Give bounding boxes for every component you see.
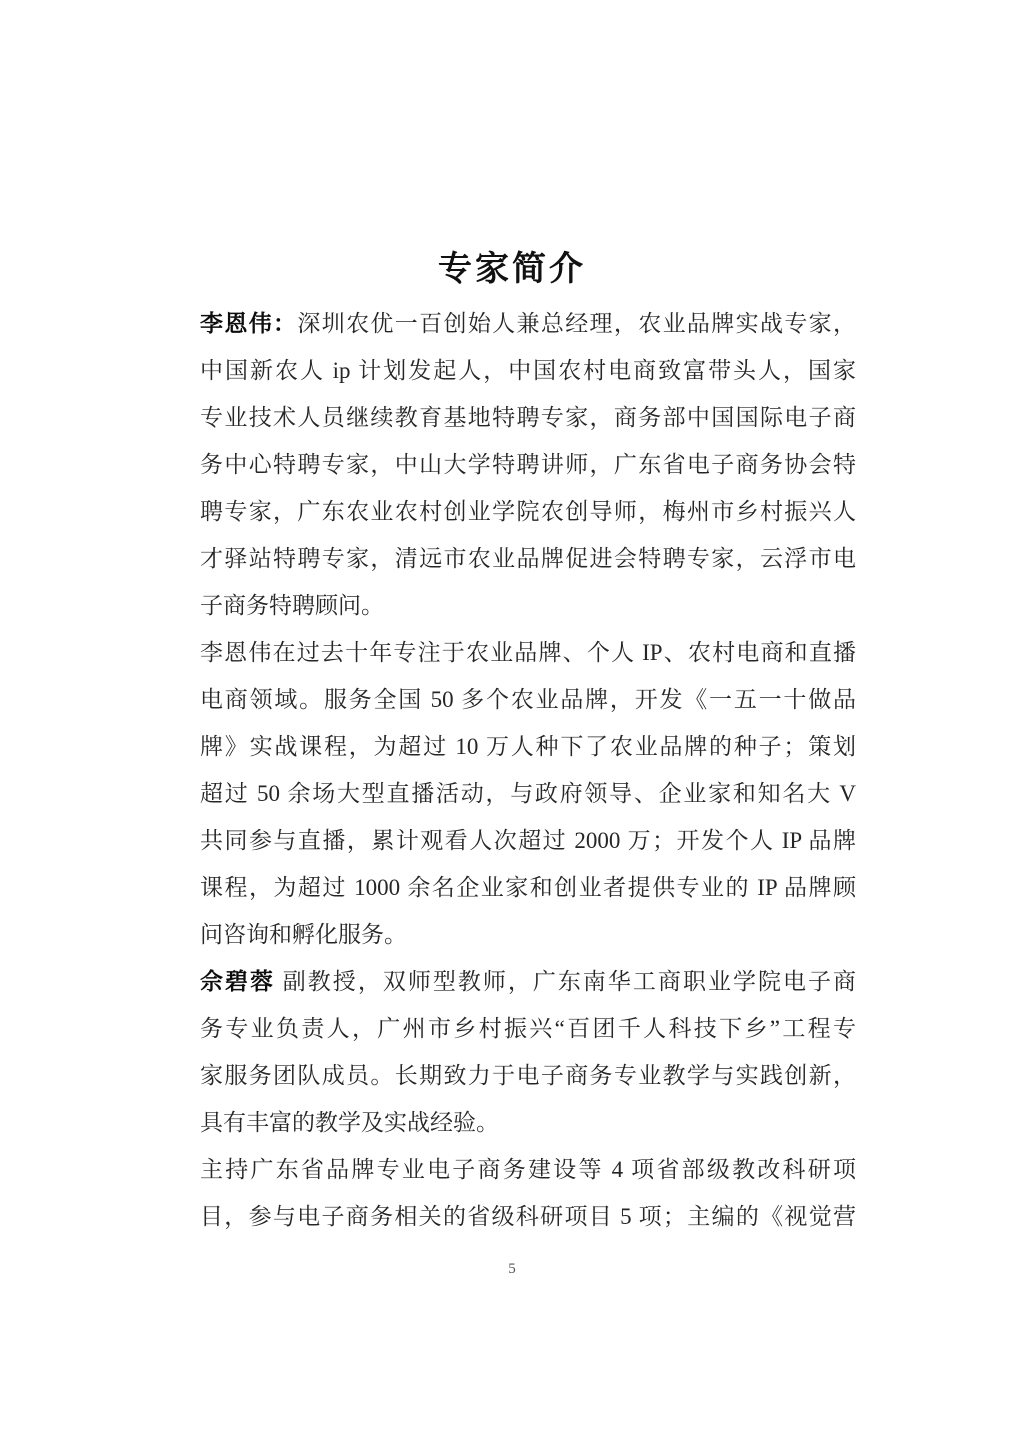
line-text: 聘专家，广东农业农村创业学院农创导师，梅州市乡村振兴人: [200, 499, 856, 524]
line-text: 家服务团队成员。长期致力于电子商务专业教学与实践创新，: [200, 1063, 856, 1088]
line-text: 共同参与直播，累计观看人次超过 2000 万；开发个人 IP 品牌: [200, 828, 856, 853]
line-text: 问咨询和孵化服务。: [200, 922, 407, 947]
page-number: 5: [508, 1261, 516, 1277]
line-text: 专业技术人员继续教育基地特聘专家，商务部中国国际电子商: [200, 405, 856, 430]
text-line: [200, 723, 856, 770]
text-line: [200, 1005, 856, 1052]
text-line: [200, 770, 856, 817]
text-line: [200, 629, 856, 676]
text-line: [200, 441, 856, 488]
text-line: [200, 300, 856, 347]
text-line: [200, 1193, 856, 1240]
text-line: [200, 535, 856, 582]
line-text: 深圳农优一百创始人兼总经理，农业品牌实战专家，: [297, 311, 856, 336]
line-text: 课程，为超过 1000 余名企业家和创业者提供专业的 IP 品牌顾: [200, 875, 856, 900]
line-text: 超过 50 余场大型直播活动，与政府领导、企业家和知名大 V: [200, 781, 856, 806]
text-line: [200, 676, 856, 723]
line-text: 牌》实战课程，为超过 10 万人种下了农业品牌的种子；策划: [200, 734, 856, 759]
line-text: 目，参与电子商务相关的省级科研项目 5 项；主编的《视觉营: [200, 1204, 856, 1229]
text-line: [200, 1052, 856, 1099]
line-text: 子商务特聘顾问。: [200, 593, 384, 618]
line-text: 李恩伟在过去十年专注于农业品牌、个人 IP、农村电商和直播: [200, 640, 856, 665]
document-body: [200, 300, 856, 1240]
text-line: [200, 347, 856, 394]
text-line: [200, 1146, 856, 1193]
text-line: [200, 1099, 856, 1146]
text-line: [200, 817, 856, 864]
text-line: [200, 911, 856, 958]
person-name: 佘碧蓉: [200, 969, 276, 994]
text-line: [200, 394, 856, 441]
text-line: [200, 582, 856, 629]
text-line: [200, 488, 856, 535]
page-title: 专家简介: [438, 251, 586, 288]
line-text: 副教授，双师型教师，广东南华工商职业学院电子商: [275, 969, 856, 994]
line-text: 中国新农人 ip 计划发起人，中国农村电商致富带头人，国家: [200, 358, 856, 383]
line-text: 主持广东省品牌专业电子商务建设等 4 项省部级教改科研项: [200, 1157, 856, 1182]
text-line: [200, 958, 856, 1005]
person-name: 李恩伟：: [200, 311, 298, 336]
text-line: [200, 864, 856, 911]
line-text: 电商领域。服务全国 50 多个农业品牌，开发《一五一十做品: [200, 687, 856, 712]
line-text: 务专业负责人，广州市乡村振兴“百团千人科技下乡”工程专: [200, 1016, 856, 1041]
line-text: 具有丰富的教学及实战经验。: [200, 1110, 499, 1135]
line-text: 务中心特聘专家，中山大学特聘讲师，广东省电子商务协会特: [200, 452, 856, 477]
line-text: 才驿站特聘专家，清远市农业品牌促进会特聘专家，云浮市电: [200, 546, 856, 571]
